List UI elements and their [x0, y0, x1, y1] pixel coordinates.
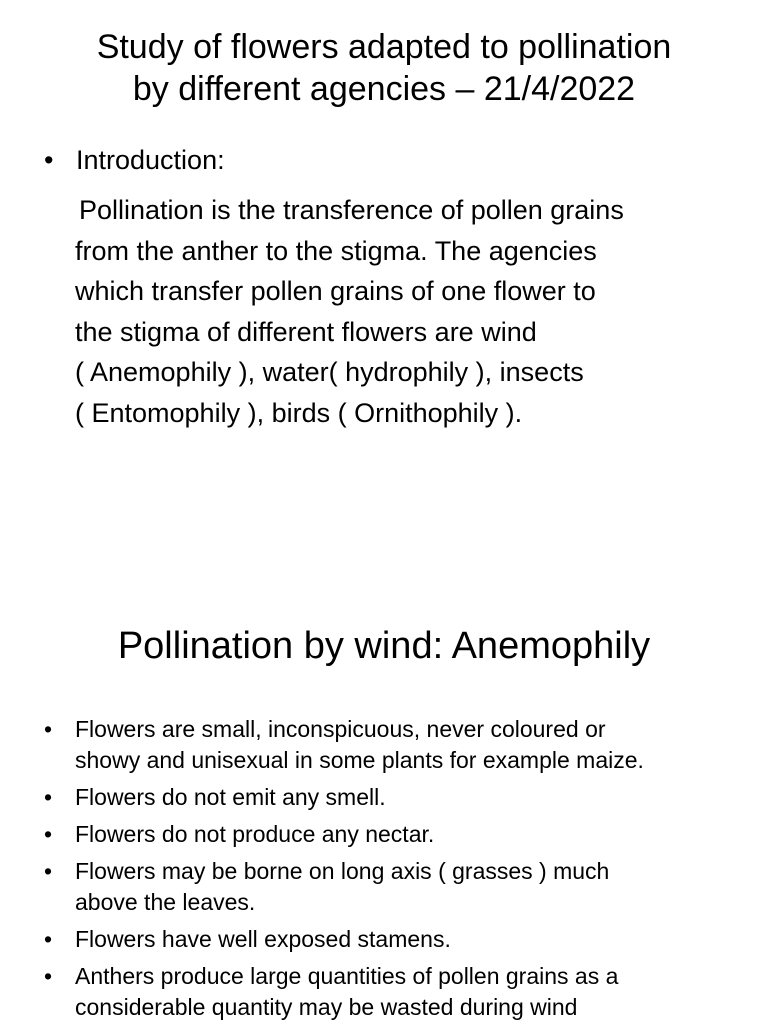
- title-line-2: by different agencies – 21/4/2022: [132, 70, 636, 108]
- list-item-text: [75, 856, 744, 918]
- list-item-text: [75, 714, 744, 776]
- intro-paragraph: [75, 190, 745, 433]
- bullet-icon: •: [44, 145, 54, 175]
- list-item-text: [75, 782, 744, 813]
- list-item: [44, 819, 744, 850]
- list-item: [44, 961, 744, 1023]
- list-item-line: showy and unisexual in some plants for example maize.: [75, 747, 644, 773]
- list-item-text: [75, 819, 744, 850]
- list-item-text: [75, 961, 744, 1023]
- bullet-icon: •: [44, 784, 53, 810]
- paragraph-line: ( Anemophily ), water( hydrophily ), insects: [75, 357, 584, 387]
- list-item-line: Flowers are small, inconspicuous, never coloured or: [75, 716, 606, 742]
- paragraph-line: from the anther to the stigma. The agencies: [75, 235, 597, 266]
- list-item: [44, 856, 744, 918]
- paragraph-line: which transfer pollen grains of one flower to: [75, 276, 596, 306]
- list-item-line: above the leaves.: [75, 889, 256, 915]
- paragraph-line: the stigma of different flowers are wind: [75, 316, 537, 347]
- paragraph-line: Pollination is the transference of pollen grains: [79, 195, 624, 225]
- bullet-introduction: [44, 142, 225, 178]
- list-item-line: Flowers have well exposed stamens.: [75, 926, 451, 952]
- bullet-icon: •: [44, 926, 53, 952]
- list-item-line: considerable quantity may be wasted during wind: [75, 994, 578, 1020]
- list-item: [44, 782, 744, 813]
- slide-anemophily: [0, 600, 768, 1024]
- list-item-text: [75, 924, 744, 955]
- bullet-icon: •: [44, 821, 53, 847]
- list-item-line: Flowers do not emit any smell.: [75, 784, 386, 810]
- list-item: [44, 924, 744, 955]
- bullet-icon: •: [44, 716, 53, 742]
- list-item-line: Anthers produce large quantities of pollen grains as a: [75, 963, 619, 989]
- list-item-line: Flowers may be borne on long axis ( grasses ) much: [75, 858, 610, 884]
- list-item: [44, 714, 744, 776]
- list-item-line: Flowers do not produce any nectar.: [75, 821, 435, 847]
- intro-heading: Introduction:: [76, 145, 225, 175]
- paragraph-line: ( Entomophily ), birds ( Ornithophily ).: [75, 397, 523, 428]
- slide-title: [20, 26, 748, 110]
- bullet-icon: •: [44, 963, 53, 989]
- characteristics-list: [44, 714, 744, 1029]
- bullet-icon: •: [44, 858, 53, 884]
- title-line-1: Study of flowers adapted to pollination: [96, 28, 672, 66]
- slide-title: Pollination by wind: Anemophily: [117, 625, 651, 667]
